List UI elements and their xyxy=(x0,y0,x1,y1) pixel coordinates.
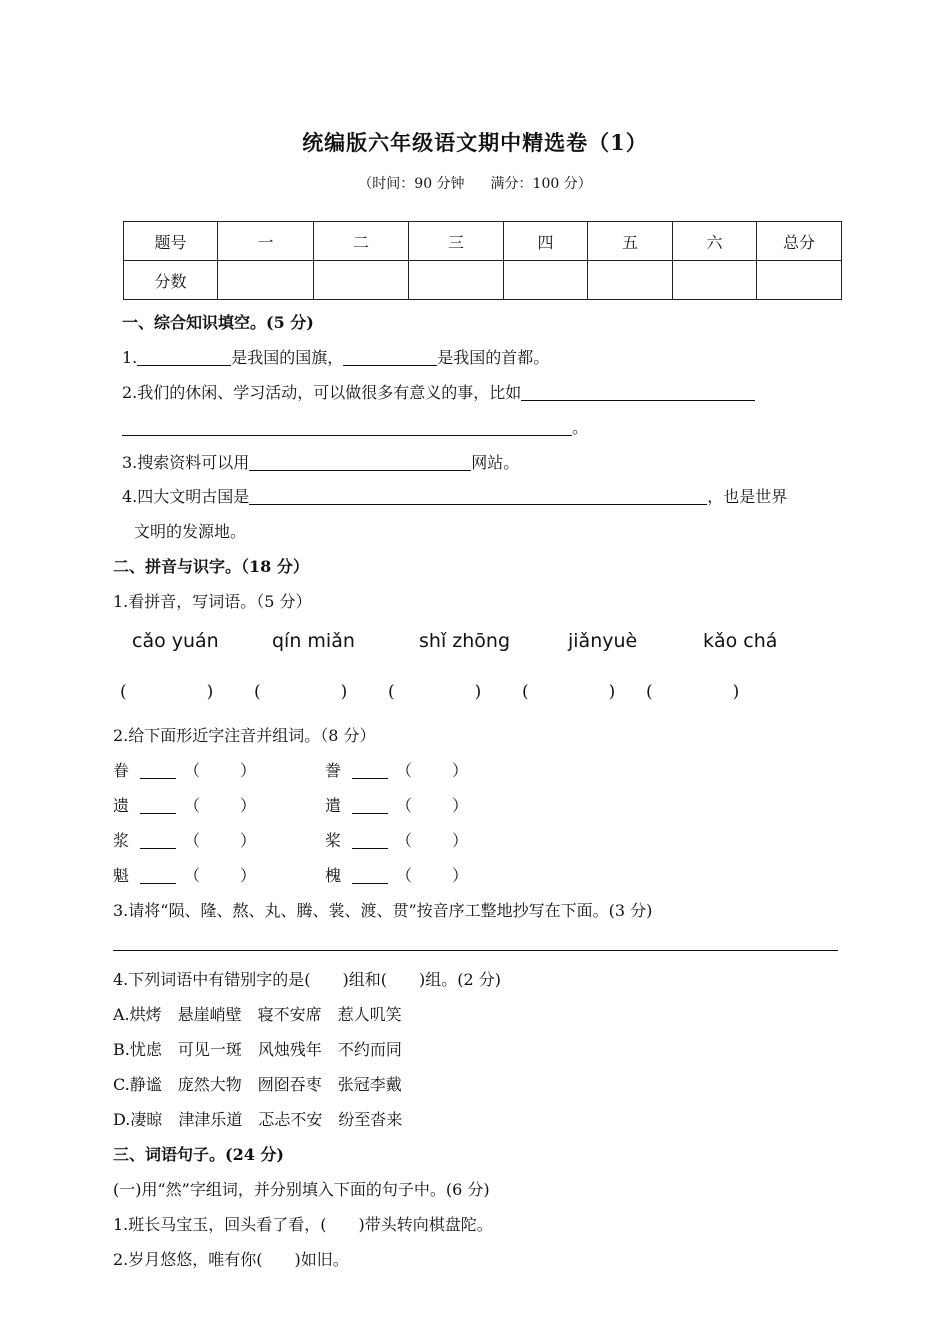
answer-blank[interactable] xyxy=(140,867,176,884)
score-cell[interactable] xyxy=(504,261,588,300)
char-pair-row: 槐 （ ） xyxy=(325,866,469,885)
score-cell[interactable] xyxy=(673,261,757,300)
score-cell[interactable] xyxy=(757,261,842,300)
score-table xyxy=(123,221,842,300)
header-cell: 六 xyxy=(673,222,757,261)
s1-question-2: 2.我们的休闲、学习活动，可以做很多有意义的事，比如 xyxy=(122,380,755,403)
section-3-heading: 三、词语句子。(24 分) xyxy=(113,1145,284,1164)
answer-blank[interactable] xyxy=(352,797,388,814)
header-cell: 五 xyxy=(588,222,673,261)
char-pair-row: 誊 （ ） xyxy=(325,761,469,780)
option-d: D.凄晾 津津乐道 忑忐不安 纷至沓来 xyxy=(113,1110,403,1129)
s2-question-4: 4.下列词语中有错别字的是( )组和( )组。(2 分) xyxy=(113,970,501,989)
answer-blank[interactable] xyxy=(249,452,471,471)
char-pair-row: 遗 （ ） xyxy=(113,796,257,815)
char-pair-row: 眷 （ ） xyxy=(113,761,257,780)
exam-info xyxy=(0,173,950,193)
header-cell: 二 xyxy=(314,222,409,261)
header-cell: 一 xyxy=(218,222,314,261)
option-a: A.烘烤 悬崖峭壁 寝不安席 惹人叽笑 xyxy=(113,1005,402,1024)
score-table-score-row xyxy=(124,261,842,300)
s2-question-3: 3.请将“陨、隆、熬、丸、腾、裳、渡、贯”按音序工整地抄写在下面。(3 分) xyxy=(113,901,653,920)
answer-blank[interactable] xyxy=(249,486,707,505)
answer-blank[interactable] xyxy=(343,347,437,366)
answer-bracket-2[interactable]: ( ) xyxy=(254,682,348,702)
answer-blank[interactable] xyxy=(352,832,388,849)
header-cell: 题号 xyxy=(124,222,218,261)
answer-blank[interactable] xyxy=(140,832,176,849)
header-cell: 四 xyxy=(504,222,588,261)
page-title: 统编版六年级语文期中精选卷（1） xyxy=(302,130,648,155)
s3-sentence-1: 1.班长马宝玉，回头看了看，( )带头转向棋盘陀。 xyxy=(113,1215,493,1234)
s1-question-4-cont: 文明的发源地。 xyxy=(134,522,247,541)
full-score: 满分：100 分） xyxy=(490,176,592,192)
char-pair-row: 魁 （ ） xyxy=(113,866,257,885)
s2-question-1: 1.看拼音，写词语。（5 分） xyxy=(113,592,312,611)
option-c: C.静谧 庞然大物 囫囵吞枣 张冠李戴 xyxy=(113,1075,402,1094)
char-pair-row: 浆 （ ） xyxy=(113,831,257,850)
answer-blank[interactable] xyxy=(352,762,388,779)
s1-question-1: 1. 是我国的国旗， 是我国的首都。 xyxy=(122,348,550,367)
score-table-header-row xyxy=(124,222,842,261)
s1-question-3: 3.搜索资料可以用 网站。 xyxy=(122,453,520,472)
answer-blank[interactable] xyxy=(140,762,176,779)
pinyin-1: cǎo yuán xyxy=(132,630,219,652)
pinyin-5: kǎo chá xyxy=(703,630,778,652)
header-cell: 总分 xyxy=(757,222,842,261)
answer-blank[interactable] xyxy=(137,347,231,366)
answer-bracket-4[interactable]: ( ) xyxy=(522,682,616,702)
pinyin-2: qín miǎn xyxy=(272,630,355,652)
s3-subsection-1: (一)用“然”字组词，并分别填入下面的句子中。(6 分) xyxy=(113,1180,490,1199)
answer-bracket-1[interactable]: ( ) xyxy=(120,682,214,702)
time-limit: （时间：90 分钟 xyxy=(358,176,465,192)
answer-bracket-3[interactable]: ( ) xyxy=(388,682,482,702)
s2-question-2: 2.给下面形近字注音并组词。（8 分） xyxy=(113,726,376,745)
score-cell[interactable] xyxy=(409,261,504,300)
section-2-heading: 二、拼音与识字。（18 分） xyxy=(113,557,309,576)
row-label: 分数 xyxy=(124,261,218,300)
score-cell[interactable] xyxy=(218,261,314,300)
header-cell: 三 xyxy=(409,222,504,261)
s1-question-4: 4.四大文明古国是 ，也是世界 xyxy=(122,487,788,506)
section-1-heading: 一、综合知识填空。(5 分) xyxy=(122,313,314,332)
answer-blank[interactable] xyxy=(352,867,388,884)
s1-question-2-cont: 。 xyxy=(122,415,588,438)
char-pair-row: 遣 （ ） xyxy=(325,796,469,815)
score-cell[interactable] xyxy=(314,261,409,300)
answer-line[interactable] xyxy=(113,950,838,951)
answer-blank[interactable] xyxy=(122,417,572,436)
char-pair-row: 桨 （ ） xyxy=(325,831,469,850)
answer-bracket-5[interactable]: ( ) xyxy=(646,682,740,702)
score-cell[interactable] xyxy=(588,261,673,300)
s3-sentence-2: 2.岁月悠悠，唯有你( )如旧。 xyxy=(113,1250,349,1269)
answer-blank[interactable] xyxy=(140,797,176,814)
answer-blank[interactable] xyxy=(521,382,755,401)
option-b: B.忧虑 可见一斑 风烛残年 不约而同 xyxy=(113,1040,402,1059)
pinyin-4: jiǎnyuè xyxy=(568,630,638,652)
pinyin-3: shǐ zhōng xyxy=(419,630,511,652)
